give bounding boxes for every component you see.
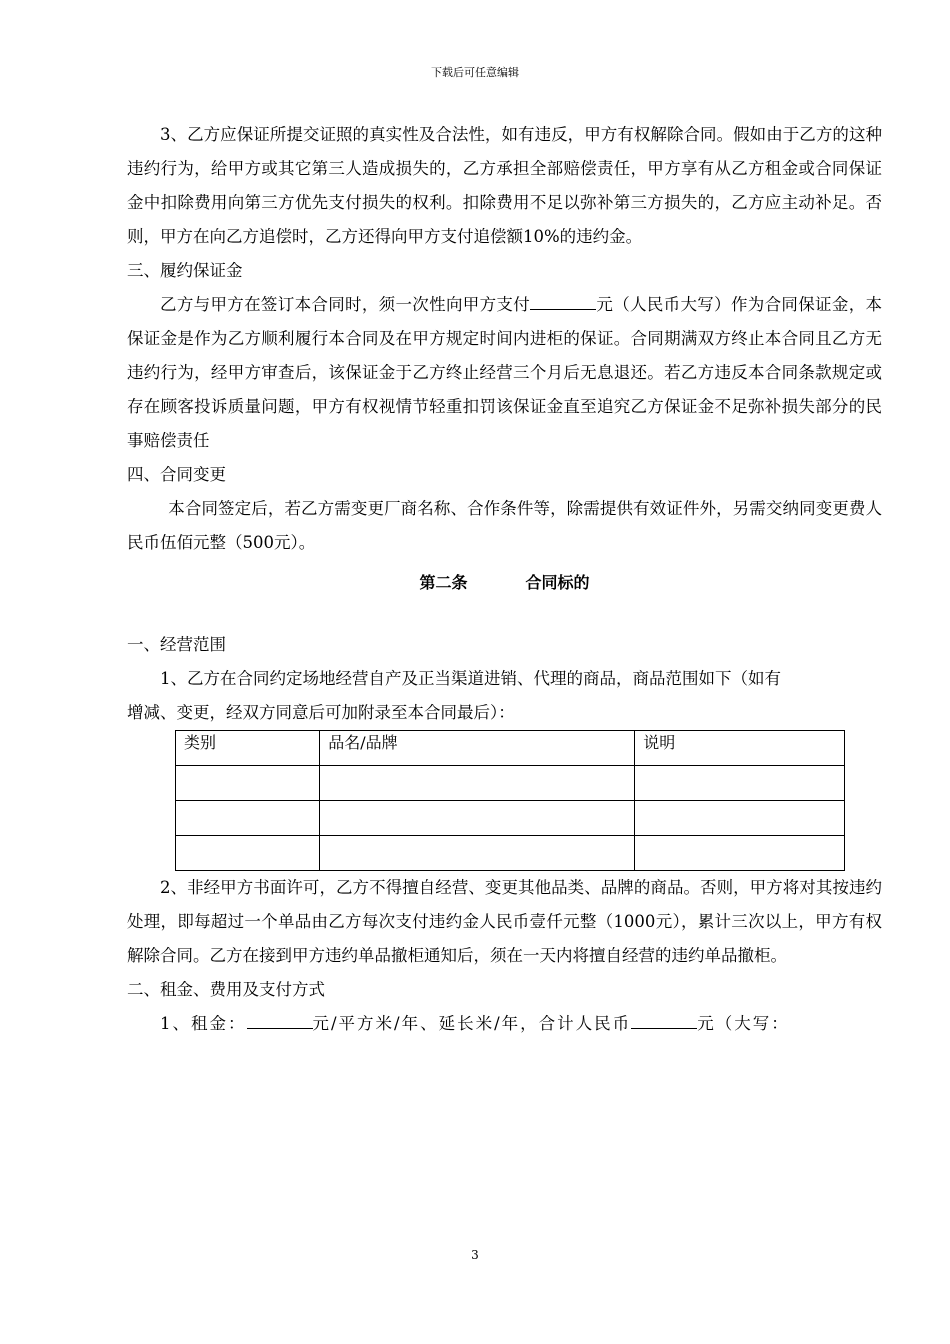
deposit-text-after: 元（人民币大写）作为合同保证金，本保证金是作为乙方顺利履行本合同及在甲方规定时间内进柜的保证。合同期满双方终止本合同且乙方无违约行为，经甲方审查后，该保证金于乙方终止经营三个月后无息退还。若乙方违反本合同条款规定或存在顾客投诉质量问题，甲方有权视情节轻重扣罚该保证金直至追究乙方保证金不足弥补损失部分的民事赔偿责任 xyxy=(127,295,883,450)
article-number: 第二条 xyxy=(419,573,468,592)
product-scope-table xyxy=(175,730,845,871)
table-cell xyxy=(635,801,845,836)
section-heading-business-scope: 一、经营范围 xyxy=(127,635,226,654)
contract-change-paragraph: 本合同签定后，若乙方需变更厂商名称、合作条件等，除需提供有效证件外，另需交纳同变更费人民币伍佰元整（500元）。 xyxy=(127,499,882,552)
document-body xyxy=(127,118,882,1041)
deposit-paragraph xyxy=(127,288,882,458)
table-row xyxy=(176,766,845,801)
table-cell xyxy=(176,836,320,871)
rent-total-text: 元（大写： xyxy=(697,1014,790,1033)
deposit-amount-blank xyxy=(530,291,596,310)
rent-paragraph xyxy=(127,1007,882,1041)
section-heading-contract-change: 四、合同变更 xyxy=(127,465,226,484)
table-cell xyxy=(635,766,845,801)
table-cell xyxy=(320,801,635,836)
rent-unit-text: 元/平方米/年、延长米/年，合计人民币 xyxy=(312,1014,632,1033)
header-note: 下载后可任意编辑 xyxy=(431,66,519,79)
article-name: 合同标的 xyxy=(525,573,590,592)
section-heading-deposit: 三、履约保证金 xyxy=(127,261,243,280)
rent-rate-blank xyxy=(247,1010,313,1029)
rent-total-blank xyxy=(631,1010,697,1029)
table-header-row xyxy=(176,731,845,766)
unauthorized-goods-paragraph: 2、非经甲方书面许可，乙方不得擅自经营、变更其他品类、品牌的商品。否则，甲方将对其按违约处理，即每超过一个单品由乙方每次支付违约金人民币壹仟元整（1000元），累计三次以上，甲方有权解除合同。乙方在接到甲方违约单品撤柜通知后，须在一天内将擅自经营的违约单品撤柜。 xyxy=(127,878,882,965)
table-header-category: 类别 xyxy=(176,731,320,766)
deposit-text-before: 乙方与甲方在签订本合同时，须一次性向甲方支付 xyxy=(160,295,531,314)
table-header-product-brand: 品名/品牌 xyxy=(320,731,635,766)
table-header-description: 说明 xyxy=(635,731,845,766)
business-scope-line-2: 增减、变更，经双方同意后可加附录至本合同最后）： xyxy=(127,703,515,722)
clause-3-paragraph: 3、乙方应保证所提交证照的真实性及合法性，如有违反，甲方有权解除合同。假如由于乙方的这种违约行为，给甲方或其它第三人造成损失的，乙方承担全部赔偿责任，甲方享有从乙方租金或合同保证金中扣除费用向第三方优先支付损失的权利。扣除费用不足以弥补第三方损失的，乙方应主动补足。否则，甲方在向乙方追偿时，乙方还得向甲方支付追偿额10%的违约金。 xyxy=(127,125,882,246)
page-number: 3 xyxy=(471,1248,479,1262)
table-cell xyxy=(176,801,320,836)
table-cell xyxy=(320,766,635,801)
article-title xyxy=(127,566,882,600)
table-row xyxy=(176,801,845,836)
section-heading-rent-fees: 二、租金、费用及支付方式 xyxy=(127,980,325,999)
rent-label: 1、租金： xyxy=(160,1014,247,1033)
table-cell xyxy=(320,836,635,871)
business-scope-line-1: 1、乙方在合同约定场地经营自产及正当渠道进销、代理的商品，商品范围如下（如有 xyxy=(160,669,781,688)
table-cell xyxy=(176,766,320,801)
table-row xyxy=(176,836,845,871)
table-cell xyxy=(635,836,845,871)
